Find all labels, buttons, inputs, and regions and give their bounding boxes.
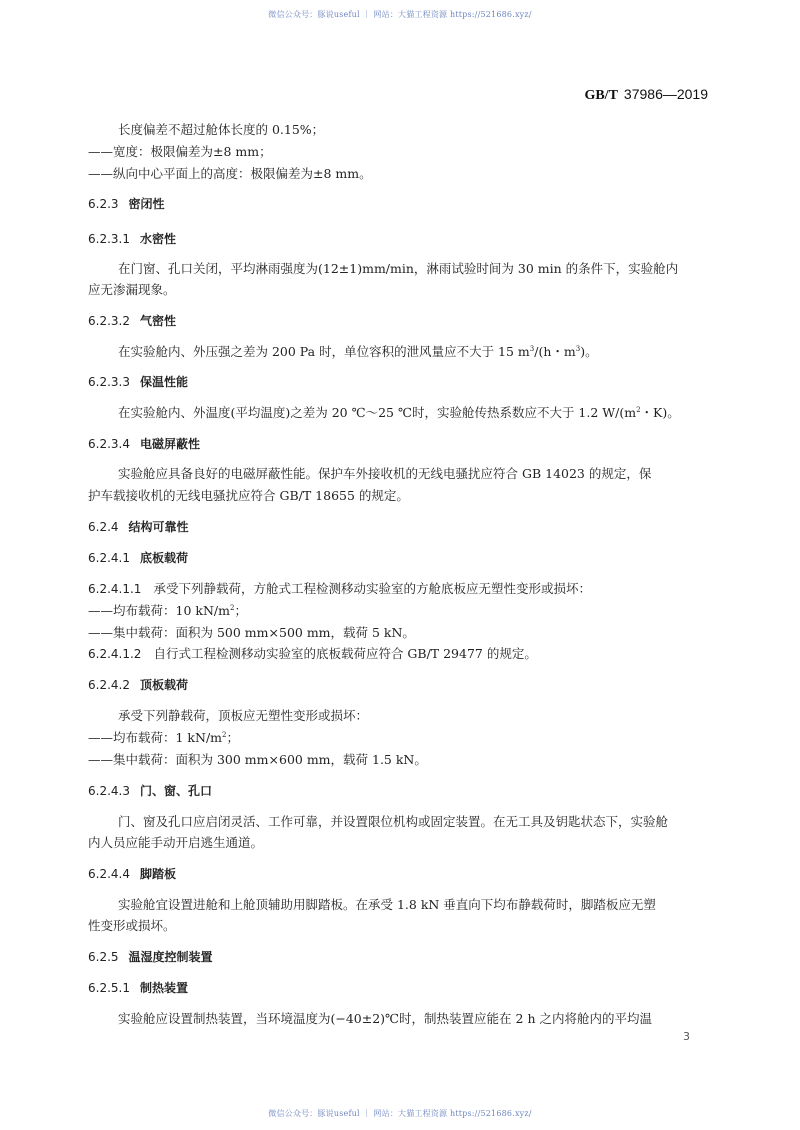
section-heading-6-2-3-1: 6.2.3.1 水密性 [88,232,176,246]
list-item-width-tolerance: ——宽度：极限偏差为±8 mm； [88,144,272,159]
paragraph-doors-windows-line2: 内人员应能手动开启逃生通道。 [88,835,264,850]
paragraph-em-shielding-line2: 护车载接收机的无线电骚扰应符合 GB/T 18655 的规定。 [88,488,409,503]
paragraph-footboard-line1: 实验舱宜设置进舱和上舱顶辅助用脚踏板。在承受 1.8 kN 垂直向下均布静载荷时，脚踏板应无塑 [118,897,656,912]
section-heading-6-2-3-2: 6.2.3.2 气密性 [88,314,176,328]
list-item-floor-concentrated-load: ——集中载荷：面积为 500 mm×500 mm，载荷 5 kN。 [88,625,415,640]
section-heading-6-2-4: 6.2.4 结构可靠性 [88,520,189,534]
paragraph-air-tightness: 在实验舱内、外压强之差为 200 Pa 时，单位容积的泄风量应不大于 15 $m^3/(h$・$m^3$)。 [118,344,598,359]
paragraph-doors-windows-line1: 门、窗及孔口应启闭灵活、工作可靠，并设置限位机构或固定装置。在无工具及钥匙状态下，实验舱 [118,814,669,829]
section-heading-6-2-4-1: 6.2.4.1 底板载荷 [88,551,188,565]
section-heading-6-2-4-2: 6.2.4.2 顶板载荷 [88,678,188,692]
section-heading-6-2-4-3: 6.2.4.3 门、窗、孔口 [88,784,212,798]
paragraph-footboard-line2: 性变形或损坏。 [88,918,176,933]
paragraph-length-tolerance: 长度偏差不超过舱体长度的 0.15%； [118,122,325,137]
paragraph-roof-load-intro: 承受下列静载荷，顶板应无塑性变形或损坏： [118,708,369,723]
clause-6-2-4-1-1: 6.2.4.1.1 承受下列静载荷，方舱式工程检测移动实验室的方舱底板应无塑性变形或损坏： [88,581,591,596]
paragraph-thermal-insulation: 在实验舱内、外温度(平均温度)之差为 20 ℃～25 ℃时，实验舱传热系数应不大于 1.2 $W/(m^2$・K)。 [118,405,680,420]
standard-code [584,86,708,104]
paragraph-water-tightness-line1: 在门窗、孔口关闭，平均淋雨强度为(12±1)mm/min，淋雨试验时间为 30 min 的条件下，实验舱内 [118,261,679,276]
section-heading-6-2-3-4: 6.2.3.4 电磁屏蔽性 [88,437,200,451]
paragraph-em-shielding-line1: 实验舱应具备良好的电磁屏蔽性能。保护车外接收机的无线电骚扰应符合 GB 14023 的规定，保 [118,466,652,481]
section-heading-6-2-3-3: 6.2.3.3 保温性能 [88,375,188,389]
list-item-floor-uniform-load: ——均布载荷：10 $kN/m^2$； [88,603,247,618]
watermark-top: 微信公众号：豚说useful ｜ 网站：大猫工程资源 https://521686.xyz/ [268,10,532,19]
clause-6-2-4-1-2: 6.2.4.1.2 自行式工程检测移动实验室的底板载荷应符合 GB/T 29477 的规定。 [88,646,537,661]
watermark-bottom: 微信公众号：豚说useful ｜ 网站：大猫工程资源 https://521686.xyz/ [268,1109,532,1118]
standard-prefix: GB/T [584,88,618,103]
paragraph-heating-device-line1: 实验舱应设置制热装置，当环境温度为(−40±2)℃时，制热装置应能在 2 h 之内将舱内的平均温 [118,1011,652,1026]
standard-number: 37986—2019 [623,86,708,102]
section-heading-6-2-5-1: 6.2.5.1 制热装置 [88,981,188,995]
list-item-roof-uniform-load: ——均布载荷：1 $kN/m^2$； [88,730,239,745]
section-heading-6-2-4-4: 6.2.4.4 脚踏板 [88,867,176,881]
page-number: 3 [683,1030,690,1043]
paragraph-water-tightness-line2: 应无渗漏现象。 [88,282,176,297]
list-item-roof-concentrated-load: ——集中载荷：面积为 300 mm×600 mm，载荷 1.5 kN。 [88,752,427,767]
list-item-height-tolerance: ——纵向中心平面上的高度：极限偏差为±8 mm。 [88,166,372,181]
section-heading-6-2-3: 6.2.3 密闭性 [88,197,165,211]
section-heading-6-2-5: 6.2.5 温湿度控制装置 [88,950,213,964]
